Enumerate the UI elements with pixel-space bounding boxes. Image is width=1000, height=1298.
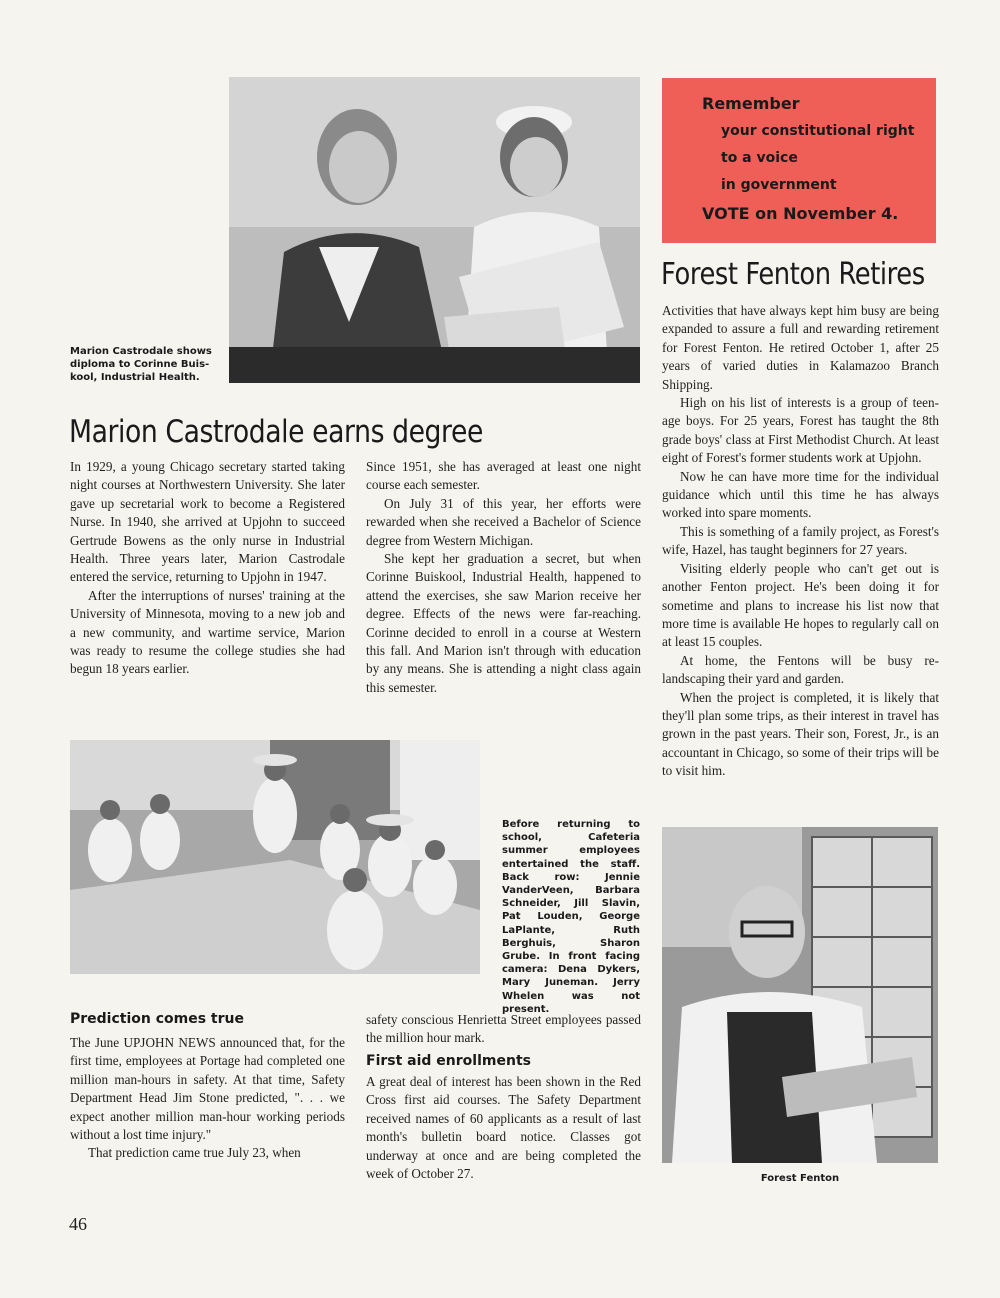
castrodale-photo-caption — [70, 345, 230, 384]
fenton-photo-caption: Forest Fenton — [760, 1173, 840, 1184]
vote-line-date: VOTE on November 4. — [702, 204, 899, 223]
castrodale-photo — [229, 77, 640, 383]
fenton-paragraph: This is something of a family project, as Forest's wife, Hazel, has taught beginners for 27 years. — [662, 523, 939, 558]
cafeteria-photo-caption: Before returning to school, Cafeteria summer employees entertained the staff. Back row: Jennie VanderVeen, Barbara Schneider, Jill Slavin, Pat Louden, George LaPlante, Ruth Berghuis, Sharon Grube. In front facing camera: Dena Dykers, Mary Juneman. Jerry Whelen was not present. — [502, 819, 640, 1015]
castrodale-column-1 — [70, 458, 345, 679]
first-aid-article — [366, 1073, 641, 1183]
fenton-photo — [662, 827, 938, 1163]
fenton-paragraph: At home, the Fentons will be busy re-landscaping their yard and garden. — [662, 652, 939, 687]
caption-line: kool, Industrial Health. — [70, 372, 200, 383]
fenton-article — [662, 302, 939, 781]
page-number: 46 — [69, 1214, 87, 1234]
fenton-headline: Forest Fenton Retires — [661, 257, 925, 292]
fenton-paragraph: When the project is completed, it is likely that they'll plan some trips, as their interest in travel has grown in the past years. Their son, Forest, Jr., is an accountant in Chicago, so some of their trips will be to visit him. — [662, 689, 939, 779]
first-aid-headline: First aid enrollments — [366, 1053, 531, 1069]
castrodale-paragraph: After the interruptions of nurses' training at the University of Minnesota, moving to a new job and a new community, and wartime service, Marion was ready to resume the college studies she had begun 18 years earlier. — [70, 587, 345, 677]
prediction-paragraph: That prediction came true July 23, when — [88, 1145, 301, 1161]
castrodale-paragraph: Since 1951, she has averaged at least one night course each semester. — [366, 459, 641, 493]
prediction-column-2 — [366, 1011, 641, 1048]
vote-line-voice: to a voice — [721, 150, 798, 166]
castrodale-paragraph: She kept her graduation a secret, but when Corinne Buiskool, Industrial Health, happened to attend the exercises, she saw Marion receive her degree. Effects of the news were far-reaching. Corinne decided to enroll in a course at Western this fall. And Marion isn't through with education by any means. She is attending a night class again this semester. — [366, 551, 641, 695]
castrodale-paragraph: On July 31 of this year, her efforts were rewarded when she received a Bachelor of Science degree from Western Michigan. — [366, 495, 641, 548]
fenton-photo-illustration — [662, 827, 938, 1163]
castrodale-paragraph: In 1929, a young Chicago secretary started taking night courses at Northwestern University. She later gave up secretarial work to become a Registered Nurse. In 1940, she arrived at Upjohn to succeed Gertrude Bowens as the only nurse in Industrial Health. Three years later, Marion Castrodale entered the service, returning to Upjohn in 1947. — [70, 459, 345, 585]
fenton-paragraph: Visiting elderly people who can't get out is another Fenton project. He's been doing it for sometime and plans to increase his list now that more time is available He hopes to regularly call on at least 15 couples. — [662, 560, 939, 650]
cafeteria-photo — [70, 740, 480, 974]
fenton-paragraph: High on his list of interests is a group of teen-age boys. For 25 years, Forest has taught the 8th grade boys' class at First Methodist Church. At least eight of Forest's former students work at Upjohn. — [662, 395, 939, 466]
vote-reminder-box — [662, 78, 936, 243]
caption-line: diploma to Corinne Buis- — [70, 359, 210, 370]
castrodale-column-2 — [366, 458, 641, 697]
first-aid-paragraph: A great deal of interest has been shown in the Red Cross first aid courses. The Safety Department received names of 60 applicants as a result of last month's bulletin board notice. Classes got underway at once and are being completed the week of October 27. — [366, 1074, 641, 1182]
prediction-column-1 — [70, 1034, 345, 1163]
vote-line-remember: Remember — [702, 94, 800, 113]
prediction-headline: Prediction comes true — [70, 1011, 244, 1027]
caption-line: Marion Castrodale shows — [70, 346, 212, 357]
vote-line-government: in government — [721, 177, 837, 193]
vote-line-right: your constitutional right — [721, 123, 915, 139]
prediction-paragraph: safety conscious Henrietta Street employees passed the million hour mark. — [366, 1012, 641, 1046]
cafeteria-photo-illustration — [70, 740, 480, 974]
fenton-paragraph: Activities that have always kept him busy are being expanded to assure a full and rewarding retirement for Forest Fenton. He retired October 1, after 25 years of varied duties in Kalamazoo Branch Shipping. — [662, 303, 939, 392]
castrodale-headline: Marion Castrodale earns degree — [69, 414, 483, 450]
fenton-paragraph: Now he can have more time for the individual guidance which until this time he has always worked into spare moments. — [662, 468, 939, 521]
prediction-paragraph: The June UPJOHN NEWS announced that, for the first time, employees at Portage had completed one million man-hours in safety. At that time, Safety Department Head Jim Stone predicted, ". . . we expect another million man-hour working periods without a lost time injury." — [70, 1035, 345, 1143]
castrodale-photo-illustration — [229, 77, 640, 383]
